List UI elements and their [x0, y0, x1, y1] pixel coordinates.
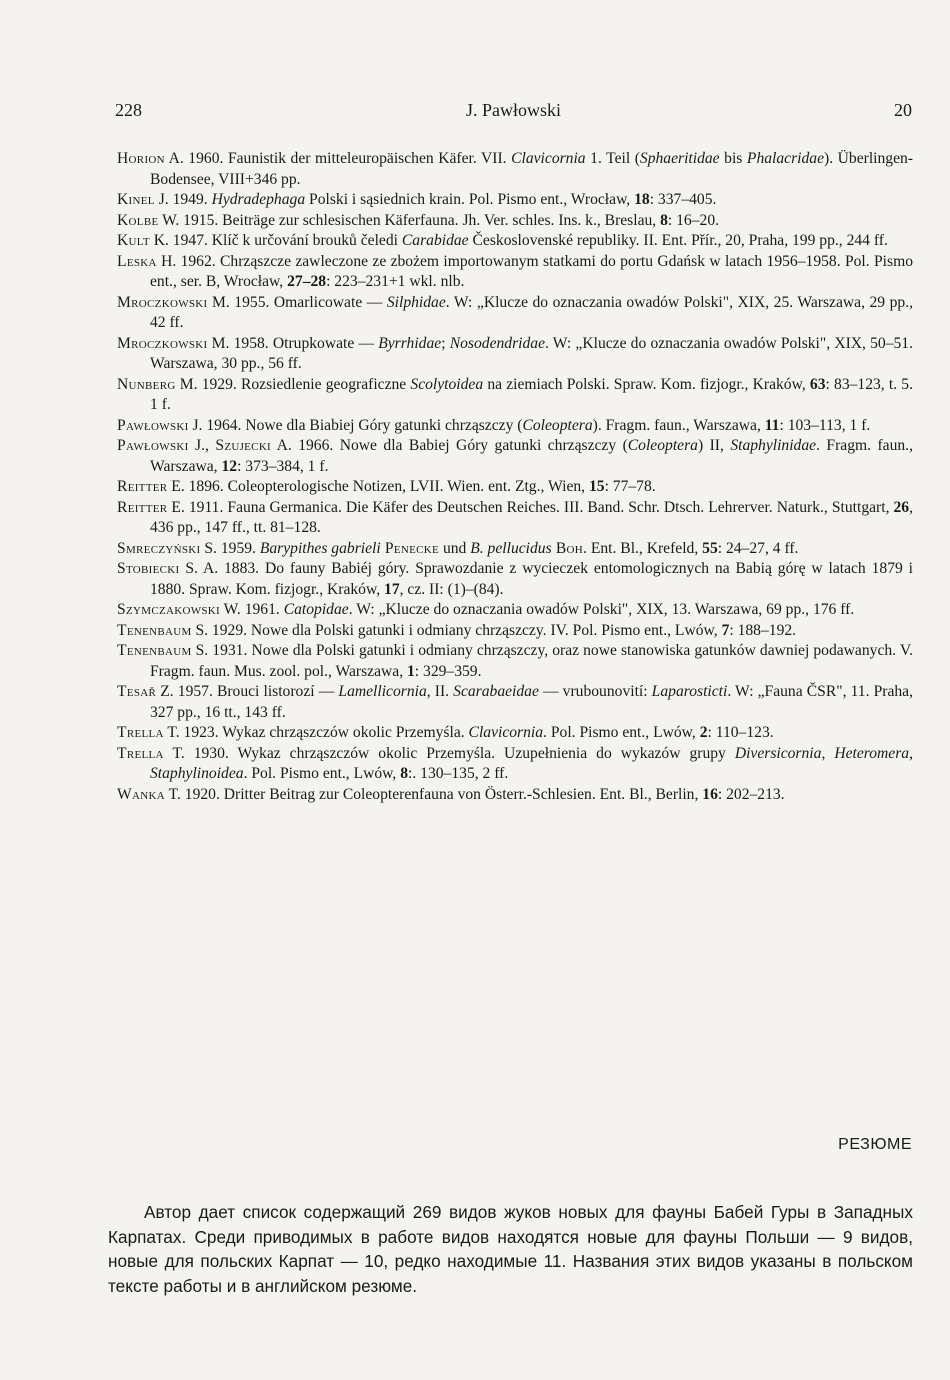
reference-text: J. 1964. Nowe dla Biabiej Góry gatunki chrząszczy (: [188, 416, 523, 434]
reference-entry: [117, 211, 913, 232]
reference-taxon: Silphidae: [386, 293, 446, 311]
reference-entry: [117, 334, 913, 375]
reference-taxon: Coleoptera: [522, 416, 593, 434]
reference-author: Kinel: [117, 191, 155, 208]
reference-volume: 7: [721, 621, 730, 639]
reference-text: . W: „Klucze do oznaczania owadów Polski", XIX, 25. Warszawa, 29 pp., 42 ff.: [150, 293, 913, 331]
running-header: [115, 100, 912, 130]
reference-text: : 24–27, 4 ff.: [717, 539, 799, 557]
reference-text: Polski i sąsiednich krain. Pol. Pismo ent., Wrocław,: [305, 191, 635, 208]
reference-text: : 188–192.: [729, 621, 797, 639]
reference-volume: 63: [809, 375, 826, 393]
reference-author: Pawłowski: [117, 437, 189, 454]
reference-text: W. 1961.: [220, 601, 284, 618]
reference-author: Nunberg: [117, 375, 176, 393]
reference-author: Leska: [117, 252, 157, 270]
reference-text: . Ent. Bl., Krefeld,: [583, 539, 703, 557]
reference-text: E. 1896. Coleopterologische Notizen, LVII. Wien. ent. Ztg., Wien,: [167, 478, 589, 495]
reference-author: Kolbe: [117, 211, 159, 229]
reference-text: :. 130–135, 2 ff.: [408, 765, 509, 782]
reference-taxon: Diversicornia: [734, 744, 822, 762]
reference-entry: [117, 436, 913, 477]
reference-text: M. 1958. Otrupkowate —: [207, 334, 379, 352]
reference-author: Szujecki: [215, 437, 272, 454]
reference-volume: 8: [400, 765, 409, 782]
reference-entry: [117, 723, 913, 744]
reference-text: ;: [441, 334, 450, 352]
reference-taxon: Byrrhidae: [378, 334, 442, 352]
reference-taxon: B. pellucidus: [470, 539, 552, 557]
reference-author: Tenenbaum: [117, 621, 192, 639]
reference-taxon: Clavicornia: [468, 724, 544, 741]
reference-entry: [117, 149, 913, 190]
reference-author: Mroczkowski: [117, 334, 208, 352]
reference-taxon: Lamellicornia: [338, 683, 427, 700]
reference-entry: [117, 600, 913, 621]
reference-author: Kult: [117, 232, 150, 249]
reference-text: Z. 1957. Brouci listorozí —: [156, 683, 339, 700]
reference-text: . W: „Klucze do oznaczania owadów Polski", XIX, 50–51. Warszawa, 30 pp., 56 ff.: [150, 334, 913, 372]
reference-text: : 223–231+1 wkl. nlb.: [326, 273, 465, 290]
reference-author: Pawłowski: [117, 416, 189, 434]
reference-taxon: Phalacridae: [746, 150, 825, 167]
reference-text: na ziemiach Polski. Spraw. Kom. fizjogr., Kraków,: [483, 375, 810, 393]
reference-text: , cz. II: (1)–(84).: [399, 580, 504, 598]
reference-entry: [117, 539, 913, 560]
volume-number: 20: [894, 100, 912, 120]
reference-text: : 337–405.: [649, 191, 717, 208]
reference-text: ,: [821, 744, 835, 762]
page-number: 228: [115, 100, 142, 120]
reference-volume: 8: [660, 211, 668, 229]
reference-text: : 103–113, 1 f.: [779, 416, 871, 434]
reference-text: . W: „Klucze do oznaczania owadów Polski", XIX, 13. Warszawa, 69 pp., 176 ff.: [348, 601, 855, 618]
reference-taxon: Clavicornia: [511, 150, 586, 167]
reference-taxon: Hydradephaga: [211, 191, 306, 208]
reference-author: Wanka: [117, 785, 165, 803]
reference-text: bis: [719, 150, 747, 167]
reference-text: ,: [909, 744, 913, 762]
reference-text: S. 1959.: [200, 539, 260, 557]
reference-author: Mroczkowski: [117, 293, 208, 311]
reference-author: Boh: [551, 539, 584, 557]
reference-text: S. 1929. Nowe dla Polski gatunki i odmiany chrząszczy. IV. Pol. Pismo ent., Lwów,: [191, 621, 722, 639]
reference-entry: [117, 621, 913, 642]
reference-volume: 15: [588, 478, 605, 495]
reference-taxon: Carabidae: [401, 232, 469, 249]
reference-text: J.,: [188, 437, 216, 454]
reference-author: Penecke: [380, 539, 440, 557]
reference-author: Smreczyński: [117, 539, 201, 557]
reference-entry: [117, 477, 913, 498]
reference-volume: 27–28: [287, 273, 327, 290]
reference-list: [117, 149, 913, 805]
reference-volume: 1: [407, 662, 415, 680]
reference-text: A. 1960. Faunistik der mitteleuropäischen Käfer. VII.: [164, 150, 512, 167]
reference-text: W. 1915. Beiträge zur schlesischen Käferfauna. Jh. Ver. schles. Ins. k., Breslau,: [158, 211, 661, 229]
reference-entry: [117, 252, 913, 293]
reference-text: , II.: [426, 683, 454, 700]
reference-taxon: Coleoptera: [627, 437, 698, 454]
reference-taxon: Catopidae: [283, 601, 349, 618]
reference-taxon: Scolytoidea: [410, 375, 484, 393]
reference-entry: [117, 785, 913, 806]
reference-text: J. 1949.: [154, 191, 212, 208]
reference-author: Trella: [117, 744, 164, 762]
reference-entry: [117, 293, 913, 334]
reference-taxon: Staphylinidae: [730, 437, 817, 454]
reference-author: Tenenbaum: [117, 642, 192, 659]
reference-entry: [117, 375, 913, 416]
reference-text: . W: „Fauna ČSR", 11. Praha, 327 pp., 16 tt., 143 ff.: [150, 683, 913, 721]
reference-text: ) II,: [697, 437, 731, 454]
reference-text: S. A. 1883. Do fauny Babiéj góry. Sprawozdanie z wycieczek entomologicznych na Babią górę w latach 1879 i 1880. Spraw. Kom. fizjogr., Kraków,: [150, 560, 913, 598]
reference-taxon: Nosodendridae: [449, 334, 545, 352]
reference-text: : 16–20.: [667, 211, 720, 229]
reference-text: E. 1911. Fauna Germanica. Die Käfer des Deutschen Reiches. III. Band. Schr. Dtsch. Lehrerver. Naturk., Stuttgart,: [167, 498, 894, 516]
reference-volume: 11: [764, 416, 780, 434]
reference-entry: [117, 559, 913, 600]
reference-taxon: Sphaeritidae: [639, 150, 720, 167]
reference-text: : 77–78.: [604, 478, 656, 495]
reference-author: Szymczakowski: [117, 601, 221, 618]
reference-volume: 17: [384, 580, 400, 598]
reference-text: : 202–213.: [717, 785, 785, 803]
reference-taxon: Heteromera: [834, 744, 910, 762]
reference-author: Stobiecki: [117, 560, 180, 577]
reference-taxon: Barypithes gabrieli: [259, 539, 381, 557]
reference-text: K. 1947. Klíč k určování brouků čeledi: [149, 232, 402, 249]
reference-text: ). Fragm. faun., Warszawa,: [592, 416, 765, 434]
reference-text: ). Überlingen-Bodensee, VIII+346 pp.: [150, 150, 914, 188]
reference-text: Československé republiky. II. Ent. Přír., 20, Praha, 199 pp., 244 ff.: [468, 232, 888, 249]
reference-text: T. 1920. Dritter Beitrag zur Coleopterenfauna von Österr.-Schlesien. Ent. Bl., Berlin,: [165, 785, 703, 803]
reference-text: und: [439, 539, 471, 557]
reference-taxon: Laparosticti: [651, 683, 728, 700]
resume-text: Автор дает список содержащий 269 видов жуков новых для фауны Бабей Гуры в Западных Карпатах. Среди приводимых в работе видов находятся новые для фауны Польши — 9 видов, новые для польских Карпат — 10, редко находимые 11. Названия этих видов указаны в польском тексте работы и в английском резюме.: [108, 1202, 913, 1296]
reference-volume: 18: [634, 191, 650, 208]
reference-text: 1. Teil (: [585, 150, 640, 167]
reference-text: : 373–384, 1 f.: [237, 457, 329, 475]
reference-author: Horion: [117, 150, 165, 167]
reference-text: : 83–123, t. 5. 1 f.: [150, 375, 913, 413]
reference-taxon: Staphylinoidea: [150, 765, 244, 782]
reference-text: S. 1931. Nowe dla Polski gatunki i odmiany chrząszczy, oraz nowe stanowiska gatunków dawniej podawanych. V. Fragm. faun. Mus. zool. pol., Warszawa,: [150, 642, 913, 680]
reference-text: T. 1923. Wykaz chrząszczów okolic Przemyśla.: [163, 724, 469, 741]
reference-author: Reitter: [117, 498, 168, 516]
reference-text: : 110–123.: [707, 724, 774, 741]
reference-entry: [117, 498, 913, 539]
resume-title: РЕЗЮМЕ: [838, 1136, 912, 1153]
reference-text: : 329–359.: [414, 662, 482, 680]
reference-volume: 12: [221, 457, 238, 475]
reference-text: M. 1955. Omarlicowate —: [207, 293, 387, 311]
reference-text: T. 1930. Wykaz chrząszczów okolic Przemyśla. Uzupełnienia do wykazów grupy: [163, 744, 735, 762]
reference-entry: [117, 190, 913, 211]
reference-author: Reitter: [117, 478, 168, 495]
reference-volume: 2: [699, 724, 708, 741]
reference-text: M. 1929. Rozsiedlenie geograficzne: [175, 375, 411, 393]
reference-entry: [117, 641, 913, 682]
reference-taxon: Scarabaeidae: [453, 683, 539, 700]
reference-entry: [117, 744, 913, 785]
reference-text: , 436 pp., 147 ff., tt. 81–128.: [150, 498, 913, 536]
reference-text: H. 1962. Chrząszcze zawleczone ze zbożem importowanym statkami do portu Gdańsk w latach 1956–1958. Pol. Pismo ent., ser. B, Wrocław,: [150, 252, 913, 290]
reference-entry: [117, 416, 913, 437]
reference-text: . Fragm. faun., Warszawa,: [150, 437, 913, 475]
reference-volume: 55: [702, 539, 718, 557]
reference-text: . Pol. Pismo ent., Lwów,: [243, 765, 401, 782]
reference-text: . Pol. Pismo ent., Lwów,: [543, 724, 700, 741]
running-author: J. Pawłowski: [465, 100, 561, 120]
reference-volume: 16: [702, 785, 718, 803]
reference-author: Trella: [117, 724, 164, 741]
reference-text: — vrubounovití:: [538, 683, 652, 700]
reference-volume: 26: [893, 498, 910, 516]
reference-text: A. 1966. Nowe dla Babiej Góry gatunki chrząszczy (: [271, 437, 628, 454]
reference-author: Tesař: [117, 683, 157, 700]
reference-entry: [117, 682, 913, 723]
reference-entry: [117, 231, 913, 252]
